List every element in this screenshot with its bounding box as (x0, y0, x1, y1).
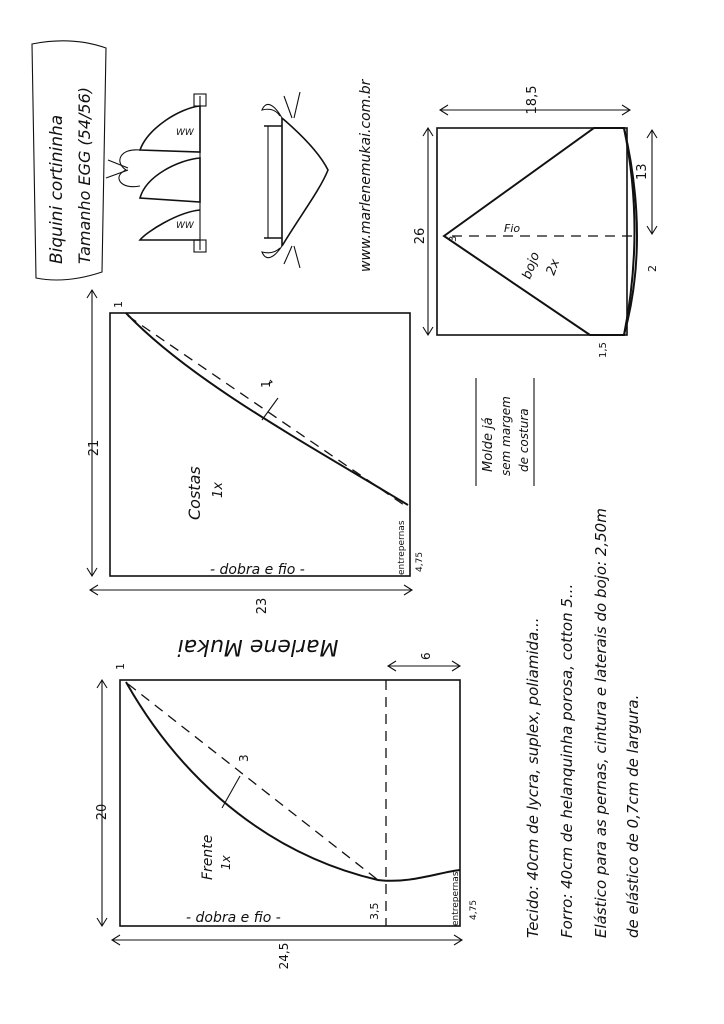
signature: Marlene Mukai (177, 634, 339, 659)
costas-crotch-width: 4,75 (415, 551, 425, 572)
svg-text:WW: WW (176, 221, 194, 231)
bojo-side: 13 (635, 163, 650, 180)
note-line-2: sem margem (499, 396, 513, 476)
frente-start: 1 (114, 663, 127, 670)
instructions-line-1: Tecido: 40cm de lycra, suplex, poliamida... (524, 617, 542, 938)
frente-crotch-width: 4,75 (469, 899, 479, 920)
svg-text:WW: WW (176, 128, 194, 138)
frente-label: Frente (200, 834, 216, 880)
bojo-dim-3: 3 (448, 235, 459, 242)
costas-width: 23 (255, 597, 270, 615)
costas-label: Costas (185, 466, 204, 520)
bojo-grain-label: Fio (504, 222, 521, 235)
website-url: www.marlenemukai.com.br (358, 79, 374, 272)
frente-crotch-label: entrepernas (451, 871, 461, 926)
bojo-dim-2: 2 (646, 265, 659, 272)
bojo-width: 18,5 (525, 85, 540, 115)
bojo-height: 26 (413, 227, 428, 245)
title-line-2: Tamanho EGG (54/56) (75, 86, 94, 264)
frente-count: 1x (219, 855, 233, 870)
frente-width: 24,5 (277, 942, 291, 970)
note-line-3: de costura (517, 408, 531, 472)
instructions-line-4: de elástico de 0,7cm de largura. (624, 694, 642, 938)
bojo-dim-1-5: 1,5 (598, 342, 609, 358)
costas-height: 21 (87, 439, 102, 457)
frente-top-offset: 6 (419, 652, 433, 660)
bojo-label: bojo (519, 250, 544, 282)
frente-fold: - dobra e fio - (186, 910, 281, 926)
title-line-1: Biquini cortininha (47, 114, 67, 264)
costas-crotch-label: entrepernas (397, 520, 407, 575)
costas-curve-depth: 1 (259, 380, 273, 388)
costas-fold: - dobra e fio - (210, 562, 305, 578)
bojo-count: 2x (543, 257, 564, 278)
costas-count: 1x (211, 482, 226, 498)
frente-curve-depth: 3 (237, 754, 251, 762)
costas-start: 1 (112, 301, 125, 308)
note-line-1: Molde já (481, 417, 496, 472)
frente-height: 20 (95, 803, 110, 821)
instructions-line-2: Forro: 40cm de helanquinha porosa, cotton 5... (558, 583, 576, 938)
frente-drop: 3,5 (368, 902, 381, 920)
instructions-line-3: Elástico para as pernas, cintura e laterais do bojo: 2,50m (592, 508, 610, 938)
